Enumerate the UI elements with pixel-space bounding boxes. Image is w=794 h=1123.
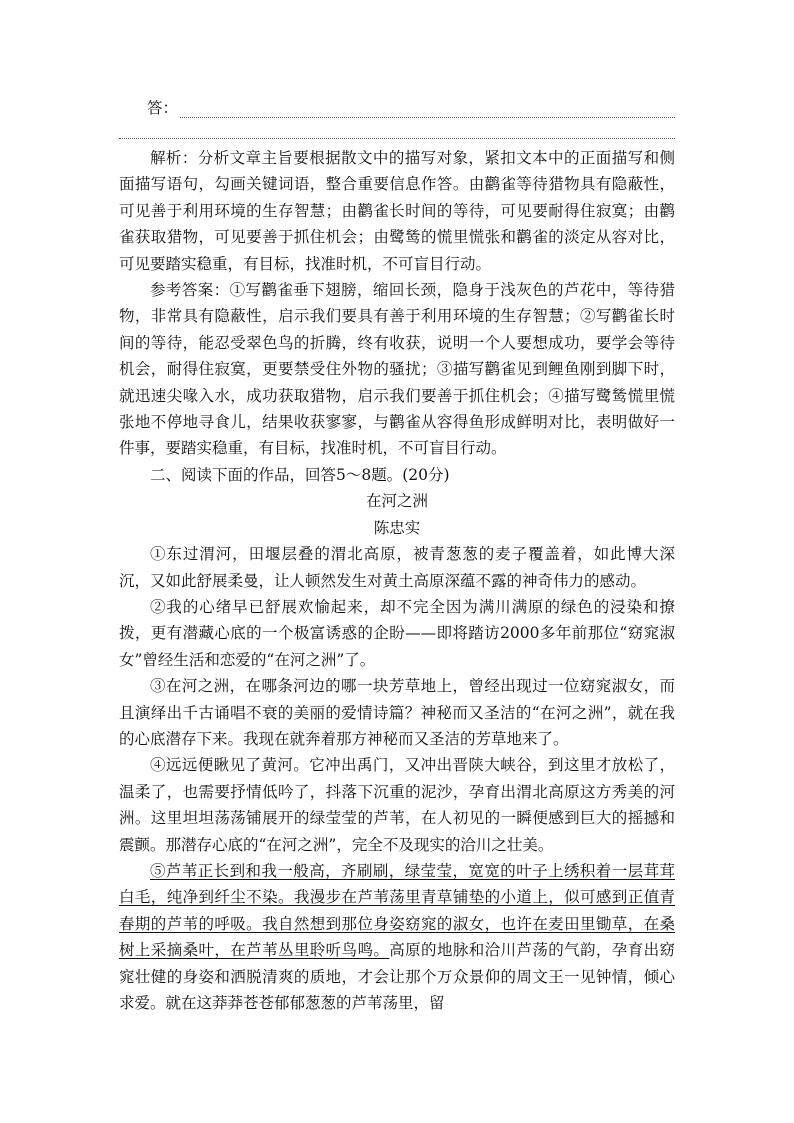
article-paragraph-3: ③在河之洲，在哪条河边的哪一块芳草地上，曾经出现过一位窈窕淑女，而且演绎出千古诵唱不衰的美丽的爱情诗篇？神秘而又圣洁的“在河之洲”，就在我的心底潜存下来。我现在就奔着那方神秘而又圣洁的芳草地来了。 [119, 677, 675, 748]
reference-answer-paragraph: 参考答案：①写鹳雀垂下翅膀，缩回长颈，隐身于浅灰色的芦花中，等待猎物，非常具有隐蔽性，启示我们要具有善于利用环境的生存智慧；②写鹳雀长时间的等待，能忍受翠色鸟的折腾，终有收获，说明一个人要想成功，要学会等待机会，耐得住寂寞，更要禁受住外物的骚扰；③描写鹳雀见到鲤鱼刚到脚下时，就迅速尖喙入水，成功获取猎物，启示我们要善于抓住机会；④描写鹭鸶慌里慌张地不停地寻食儿，结果收获寥寥，与鹳雀从容得鱼形成鲜明对比，表明做好一件事，要踏实稳重，有目标，找准时机，不可盲目行动。 [119, 281, 675, 458]
answer-blank[interactable] [180, 99, 675, 118]
article-title: 在河之洲 [365, 492, 428, 511]
article-author: 陈忠实 [373, 518, 421, 537]
document-page [119, 92, 675, 1016]
answer-line[interactable] [119, 92, 675, 118]
article-paragraph-1: ①东过渭河，田堰层叠的渭北高原，被青葱葱的麦子覆盖着，如此博大深沉，又如此舒展柔曼，让人顿然发生对黄土高原深蕴不露的神奇伟力的感动。 [119, 545, 675, 590]
underlined-passage: ⑤芦苇正长到和我一般高，齐刷刷，绿莹莹，宽宽的叶子上绣积着一层茸茸白毛，纯净到纤尘不染。我漫步在芦苇荡里青草铺垫的小道上，似可感到正值青春期的芦苇的呼吸。我自然想到那位身姿窈窕的淑女，也许在麦田里锄草，在桑树上采摘桑叶，在芦苇丛里聆听鸟鸣。 [119, 861, 675, 960]
article-paragraph-2: ②我的心绪早已舒展欢愉起来，却不完全因为满川满原的绿色的浸染和撩拨，更有潜藏心底的一个极富诱惑的企盼——即将踏访2000多年前那位“窈窕淑女”曾经生活和恋爱的“在河之洲”了。 [119, 597, 675, 669]
article-paragraph-5 [119, 858, 675, 1016]
article-paragraph-4: ④远远便瞅见了黄河。它冲出禹门，又冲出晋陕大峡谷，到这里才放松了，温柔了，也需要抒情低吟了，抖落下沉重的泥沙，孕育出渭北高原这方秀美的河洲。这里坦坦荡荡铺展开的绿莹莹的芦苇，在人初见的一瞬便感到巨大的摇撼和震颤。那潜存心底的“在河之洲”，完全不及现实的洽川之壮美。 [119, 756, 675, 854]
analysis-paragraph: 解析：分析文章主旨要根据散文中的描写对象，紧扣文本中的正面描写和侧面描写语句，勾画关键词语，整合重要信息作答。由鹳雀等待猎物具有隐蔽性，可见善于利用环境的生存智慧；由鹳雀长时间的等待，可见要耐得住寂寞；由鹳雀获取猎物，可见要善于抓住机会；由鹭鸶的慌里慌张和鹳雀的淡定从容对比，可见要踏实稳重，有目标，找准时机，不可盲目行动。 [119, 149, 675, 273]
paragraph-5-rest: 高原的地脉和洽川芦荡的气韵，孕育出窈窕壮健的身姿和洒脱清爽的质地，才会让那个万众景仰的周文王一见钟情，倾心求爱。就在这莽莽苍苍郁郁葱葱的芦苇荡里，留 [119, 941, 675, 1012]
answer-blank-2[interactable] [119, 120, 675, 139]
section-heading: 二、阅读下面的作品，回答5～8题。(20分) [150, 465, 450, 484]
answer-label: 答： [147, 99, 179, 117]
